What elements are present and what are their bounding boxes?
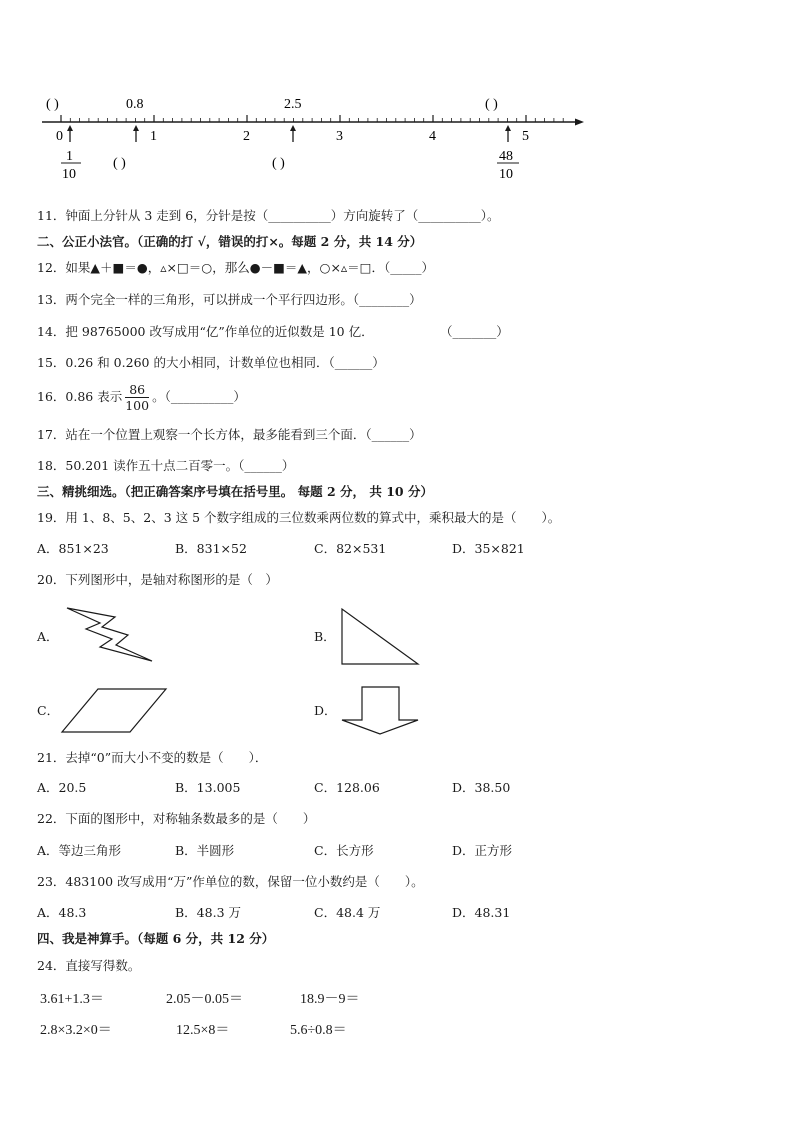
q22-option-c: C．长方形: [314, 843, 374, 858]
question-21: 21．去掉“0”而大小不变的数是（ ）．: [37, 750, 268, 765]
fraction-86-100: [125, 382, 149, 413]
question-15: 15．0.26 和 0.260 的大小相同，计数单位也相同．（______）: [37, 355, 385, 370]
question-23: 23．483100 改写成用“万”作单位的数，保留一位小数约是（ ）。: [37, 874, 424, 889]
calc-row2-item2: 12.5×8＝: [176, 1023, 230, 1038]
question-20: 20．下列图形中，是轴对称图形的是（ ）: [37, 572, 278, 587]
tick-label-4: 4: [429, 129, 436, 144]
q20-option-c-label: C．: [37, 703, 60, 718]
q23-option-d: D．48.31: [452, 905, 511, 920]
calc-row1-item3: 18.9－9＝: [300, 992, 360, 1007]
question-14-blank: （_______）: [440, 324, 509, 339]
fraction-86-100-denominator: 100: [125, 398, 150, 413]
q19-option-d: D．35×821: [452, 541, 525, 556]
q23-option-a: A．48.3: [37, 905, 87, 920]
fraction-48-10-denominator: 10: [499, 167, 513, 182]
question-16-suffix: 。（__________）: [152, 389, 246, 404]
tick-label-5: 5: [522, 129, 529, 144]
q19-option-c: C．82×531: [314, 541, 387, 556]
tick-label-1: 1: [150, 129, 157, 144]
fraction-48-10-numerator: 48: [499, 149, 513, 164]
number-line: [0, 0, 794, 190]
q22-option-b: B．半圆形: [175, 843, 235, 858]
fraction-1-10-numerator: 1: [66, 149, 73, 164]
q21-option-a: A．20.5: [37, 780, 87, 795]
question-24: 24．直接写得数。: [37, 958, 141, 973]
number-line-top-blank-1: ( ): [46, 97, 59, 112]
number-line-arrowhead: [575, 119, 584, 126]
question-16: [37, 378, 246, 416]
tick-label-2: 2: [243, 129, 250, 144]
q23-option-c: C．48.4 万: [314, 905, 381, 920]
calc-row2-item1: 2.8×3.2×0＝: [40, 1023, 112, 1038]
q22-option-a: A．等边三角形: [37, 843, 122, 858]
q21-option-d: D．38.50: [452, 780, 511, 795]
number-line-bottom-blank-2: ( ): [272, 156, 285, 171]
question-11: 11．钟面上分针从 3 走到 6，分针是按（__________）方向旋转了（__________）。: [37, 208, 500, 223]
number-line-top-blank-2: ( ): [485, 97, 498, 112]
section-4-heading: 四、我是神算手。（每题 6 分，共 12 分）: [37, 931, 275, 946]
question-18: 18．50.201 读作五十点二百零一。（______）: [37, 458, 295, 473]
question-22: 22．下面的图形中，对称轴条数最多的是（ ）: [37, 811, 316, 826]
q20-option-a-label: A．: [37, 629, 59, 644]
fraction-1-10-denominator: 10: [62, 167, 76, 182]
number-line-label-2-5: 2.5: [284, 97, 302, 112]
calc-row1-item1: 3.61+1.3＝: [40, 992, 104, 1007]
tick-label-3: 3: [336, 129, 343, 144]
q20-option-b-label: B．: [314, 629, 336, 644]
parallelogram-shape: [60, 686, 170, 736]
q23-option-b: B．48.3 万: [175, 905, 241, 920]
number-line-label-0-8: 0.8: [126, 97, 144, 112]
q21-option-c: C．128.06: [314, 780, 380, 795]
calc-row1-item2: 2.05－0.05＝: [166, 992, 243, 1007]
question-17: 17．站在一个位置上观察一个长方体，最多能看到三个面．（______）: [37, 427, 422, 442]
question-16-prefix: 16．0.86 表示: [37, 389, 123, 404]
q21-option-b: B．13.005: [175, 780, 241, 795]
number-line-bottom-blank-1: ( ): [113, 156, 126, 171]
question-13: 13．两个完全一样的三角形，可以拼成一个平行四边形。（________）: [37, 292, 422, 307]
question-14: 14．把 98765000 改写成用“亿”作单位的近似数是 10 亿．: [37, 324, 374, 339]
zigzag-lightning-shape: [60, 605, 160, 665]
question-12: 12．如果▲＋■＝●，▵×□＝○，那么●－■＝▲，○×▵＝□．（_____）: [37, 260, 434, 275]
section-3-heading: 三、精挑细选。（把正确答案序号填在括号里。 每题 2 分， 共 10 分）: [37, 484, 433, 499]
down-arrow-shape: [338, 684, 428, 739]
fraction-86-100-numerator: 86: [125, 382, 149, 398]
number-line-pointer-arrows: [67, 125, 511, 142]
right-triangle-shape: [338, 606, 428, 666]
question-19: 19．用 1、8、5、2、3 这 5 个数字组成的三位数乘两位数的算式中，乘积最大的是（ ）。: [37, 510, 561, 525]
section-2-heading: 二、公正小法官。（正确的打 √，错误的打×。每题 2 分，共 14 分）: [37, 234, 423, 249]
tick-label-0: 0: [56, 129, 63, 144]
q19-option-b: B．831×52: [175, 541, 247, 556]
calc-row2-item3: 5.6÷0.8＝: [290, 1023, 347, 1038]
q20-option-d-label: D．: [314, 703, 337, 718]
q19-option-a: A．851×23: [37, 541, 109, 556]
q22-option-d: D．正方形: [452, 843, 513, 858]
